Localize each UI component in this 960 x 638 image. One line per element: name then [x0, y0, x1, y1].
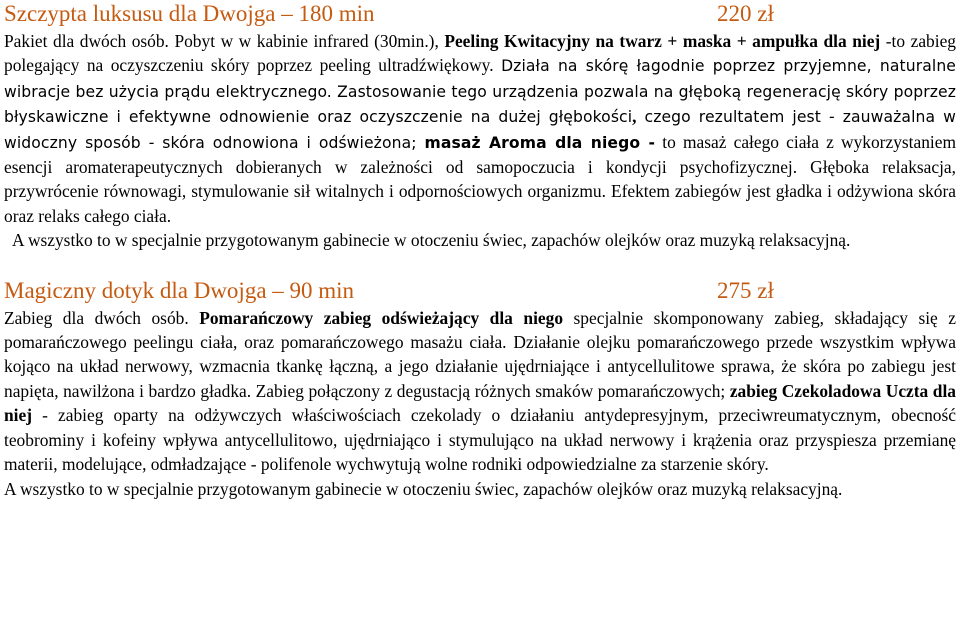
desc-text: specjalnie skomponowany zabieg, składający się z pomarańczowego peelingu ciała, oraz pomarańczowego masażu ciała. Działanie olejku pomarańczowego przede wszystkim wpływa kojąco na układ nerwowy, wzmacnia tkankę łączną, a jego działanie ujędrniające i antycellulitowe sprawa, że skóra po zabiegu jest napięta, nawilżona i bardzo gładka. Zabieg połączony z degustacją różnych smaków pomarańczowych;	[4, 307, 957, 401]
desc-text: Zabieg dla dwóch osób.	[4, 307, 200, 328]
offer-price: 275 zł	[717, 277, 774, 303]
offer-closing: A wszystko to w specjalnie przygotowanym gabinecie w otoczeniu świec, zapachów olejków oraz muzyką relaksacyjną.	[12, 230, 851, 251]
desc-text: ,	[632, 106, 637, 127]
offer-price: 220 zł	[717, 1, 774, 26]
treatment-name: zabieg Czekoladowa Uczta dla niej	[4, 380, 956, 426]
offer-magiczny-dotyk	[4, 277, 956, 501]
offer-title: Szczypta luksusu dla Dwojga – 180 min	[4, 1, 375, 26]
desc-text: Działa na skórę łagodnie poprzez przyjemne, naturalne wibracje bez użycia prądu elektrycznego. Zastosowanie tego urządzenia pozwala na głęboką regenerację skóry poprzez błyskawiczne i efektywne odnowienie oraz oczyszczenie na dużej głębokości	[4, 57, 957, 127]
offer-title: Magiczny dotyk dla Dwojga – 90 min	[4, 277, 355, 303]
offer-szczypta-luksusu	[4, 0, 956, 253]
offer-closing: A wszystko to w specjalnie przygotowanym gabinecie w otoczeniu świec, zapachów olejków oraz muzyką relaksacyjną.	[4, 478, 843, 499]
treatment-name: Pomarańczowy zabieg odświeżający dla niego	[199, 307, 564, 328]
desc-text: -to zabieg polegający na oczyszczeniu skóry poprzez peeling ultradźwiękowy.	[4, 31, 956, 76]
offer-heading	[4, 277, 956, 306]
offer-heading	[4, 0, 956, 29]
desc-text: Pakiet dla dwóch osób. Pobyt w w kabinie infrared (30min.),	[4, 31, 445, 51]
desc-text: czego rezultatem jest - zauważalna w widoczny sposób - skóra odnowiona i odświeżona;	[4, 108, 957, 152]
treatment-name: Peeling Kwitacyjny na twarz + maska + ampułka dla niej	[444, 31, 881, 51]
desc-text: to masaż całego ciała z wykorzystaniem esencji aromaterapeutycznych dobieranych w zależności od samopoczucia i kondycji psychofizycznej. Głęboka relaksacja, przywrócenie równowagi, stymulowanie sił witalnych i odpornościowych organizmu. Efektem zabiegów jest gładka i odżywiona skóra oraz relaks całego ciała.	[4, 131, 956, 226]
offer-description	[4, 306, 956, 477]
offer-description	[4, 29, 956, 228]
desc-text: - zabieg oparty na odżywczych właściwościach czekolady o działaniu antydepresyjnym, przeciwreumatycznym, obecność teobrominy i kofeiny wpływa antycellulitowo, ujędrniająco i stymulująco na układ nerwowy i krążenia oraz przyspiesza przemianę materii, modelujące, odmładzające - polifenole wychwytują wolne rodniki odpowiedzialne za starzenie skóry.	[4, 405, 956, 475]
treatment-name: masaż Aroma dla niego -	[424, 133, 656, 152]
